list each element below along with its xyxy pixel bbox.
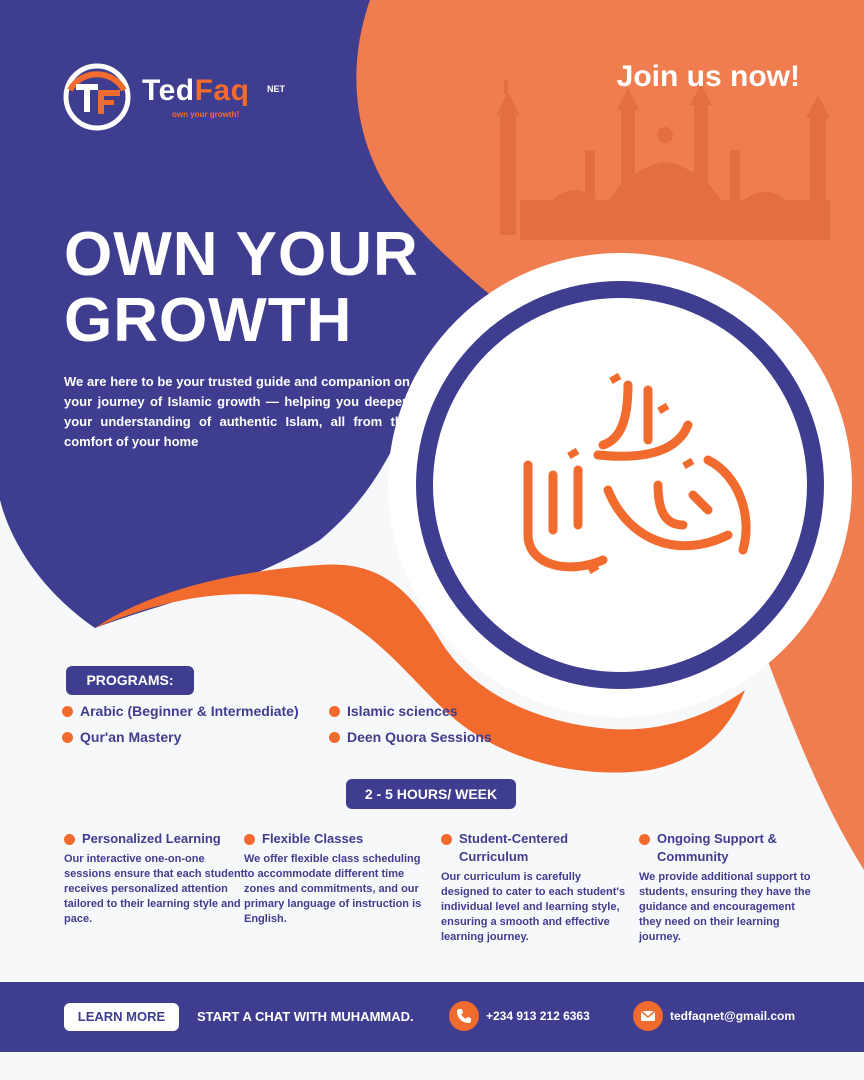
feature-title-text: Flexible Classes <box>262 831 364 846</box>
feature-card <box>64 830 250 927</box>
program-label: Qur'an Mastery <box>80 729 182 745</box>
program-item <box>329 729 492 745</box>
program-item <box>62 703 299 719</box>
bullet-dot <box>62 706 73 717</box>
feature-card <box>639 830 819 945</box>
learn-more-button[interactable]: LEARN MORE <box>64 1003 179 1031</box>
feature-text: Our interactive one-on-one sessions ensure that each student receives personalized attention tailored to their learning style and pace. <box>64 853 245 925</box>
hero-intro: We are here to be your trusted guide and companion on your journey of Islamic growth — helping you deepen your understanding of authentic Islam, all from the comfort of your home <box>64 374 410 449</box>
phone-icon[interactable] <box>449 1001 479 1031</box>
feature-title-text: Student-Centered Curriculum <box>459 831 569 864</box>
program-label: Islamic sciences <box>347 703 458 719</box>
tf-logo-icon <box>62 62 132 132</box>
feature-text: Our curriculum is carefully designed to cater to each student's individual level and learning style, ensuring a smooth and effective learning journey. <box>441 871 626 943</box>
feature-title <box>639 830 819 866</box>
feature-title-text: Personalized Learning <box>82 831 221 846</box>
brand-tagline: own your growth! <box>172 110 240 119</box>
feature-title <box>244 830 430 848</box>
bullet-dot <box>244 834 255 845</box>
feature-title <box>441 830 627 866</box>
feature-text: We offer flexible class scheduling to accommodate different time zones and commitments, and our primary language of instruction is English. <box>244 853 422 925</box>
brand-name-part1: Ted <box>142 74 195 107</box>
feature-text: We provide additional support to students, ensuring they have the guidance and encouragement they need on their learning journey. <box>639 871 811 943</box>
headline-line-2: GROWTH <box>64 286 353 355</box>
brand-logo[interactable] <box>62 62 322 142</box>
hero-headline <box>64 222 484 354</box>
mail-glyph <box>640 1008 656 1024</box>
phone-glyph <box>456 1008 472 1024</box>
feature-title-text: Ongoing Support & Community <box>657 831 777 864</box>
brand-suffix: NET <box>267 84 285 94</box>
program-item <box>329 703 458 719</box>
bullet-dot <box>329 732 340 743</box>
mail-icon[interactable] <box>633 1001 663 1031</box>
program-label: Deen Quora Sessions <box>347 729 492 745</box>
headline-line-1: OWN YOUR <box>64 220 419 289</box>
brand-name-part2: Faq <box>194 74 250 107</box>
footer-bar <box>0 982 864 1052</box>
bullet-dot <box>441 834 452 845</box>
calligraphy-strokes <box>528 385 746 567</box>
bullet-dot <box>64 834 75 845</box>
join-cta[interactable]: Join us now! <box>616 60 800 93</box>
feature-title <box>64 830 250 848</box>
arabic-calligraphy <box>508 365 768 595</box>
schedule-badge: 2 - 5 HOURS/ WEEK <box>346 779 516 809</box>
chat-cta[interactable]: START A CHAT WITH MUHAMMAD. <box>197 1009 414 1024</box>
feature-card <box>441 830 627 945</box>
program-label: Arabic (Beginner & Intermediate) <box>80 703 299 719</box>
bullet-dot <box>639 834 650 845</box>
program-item <box>62 729 181 745</box>
brand-name <box>142 74 249 108</box>
phone-number[interactable]: +234 913 212 6363 <box>486 1009 590 1023</box>
feature-card <box>244 830 430 927</box>
email-address[interactable]: tedfaqnet@gmail.com <box>670 1009 796 1023</box>
programs-label: PROGRAMS: <box>66 666 194 695</box>
bullet-dot <box>62 732 73 743</box>
bullet-dot <box>329 706 340 717</box>
